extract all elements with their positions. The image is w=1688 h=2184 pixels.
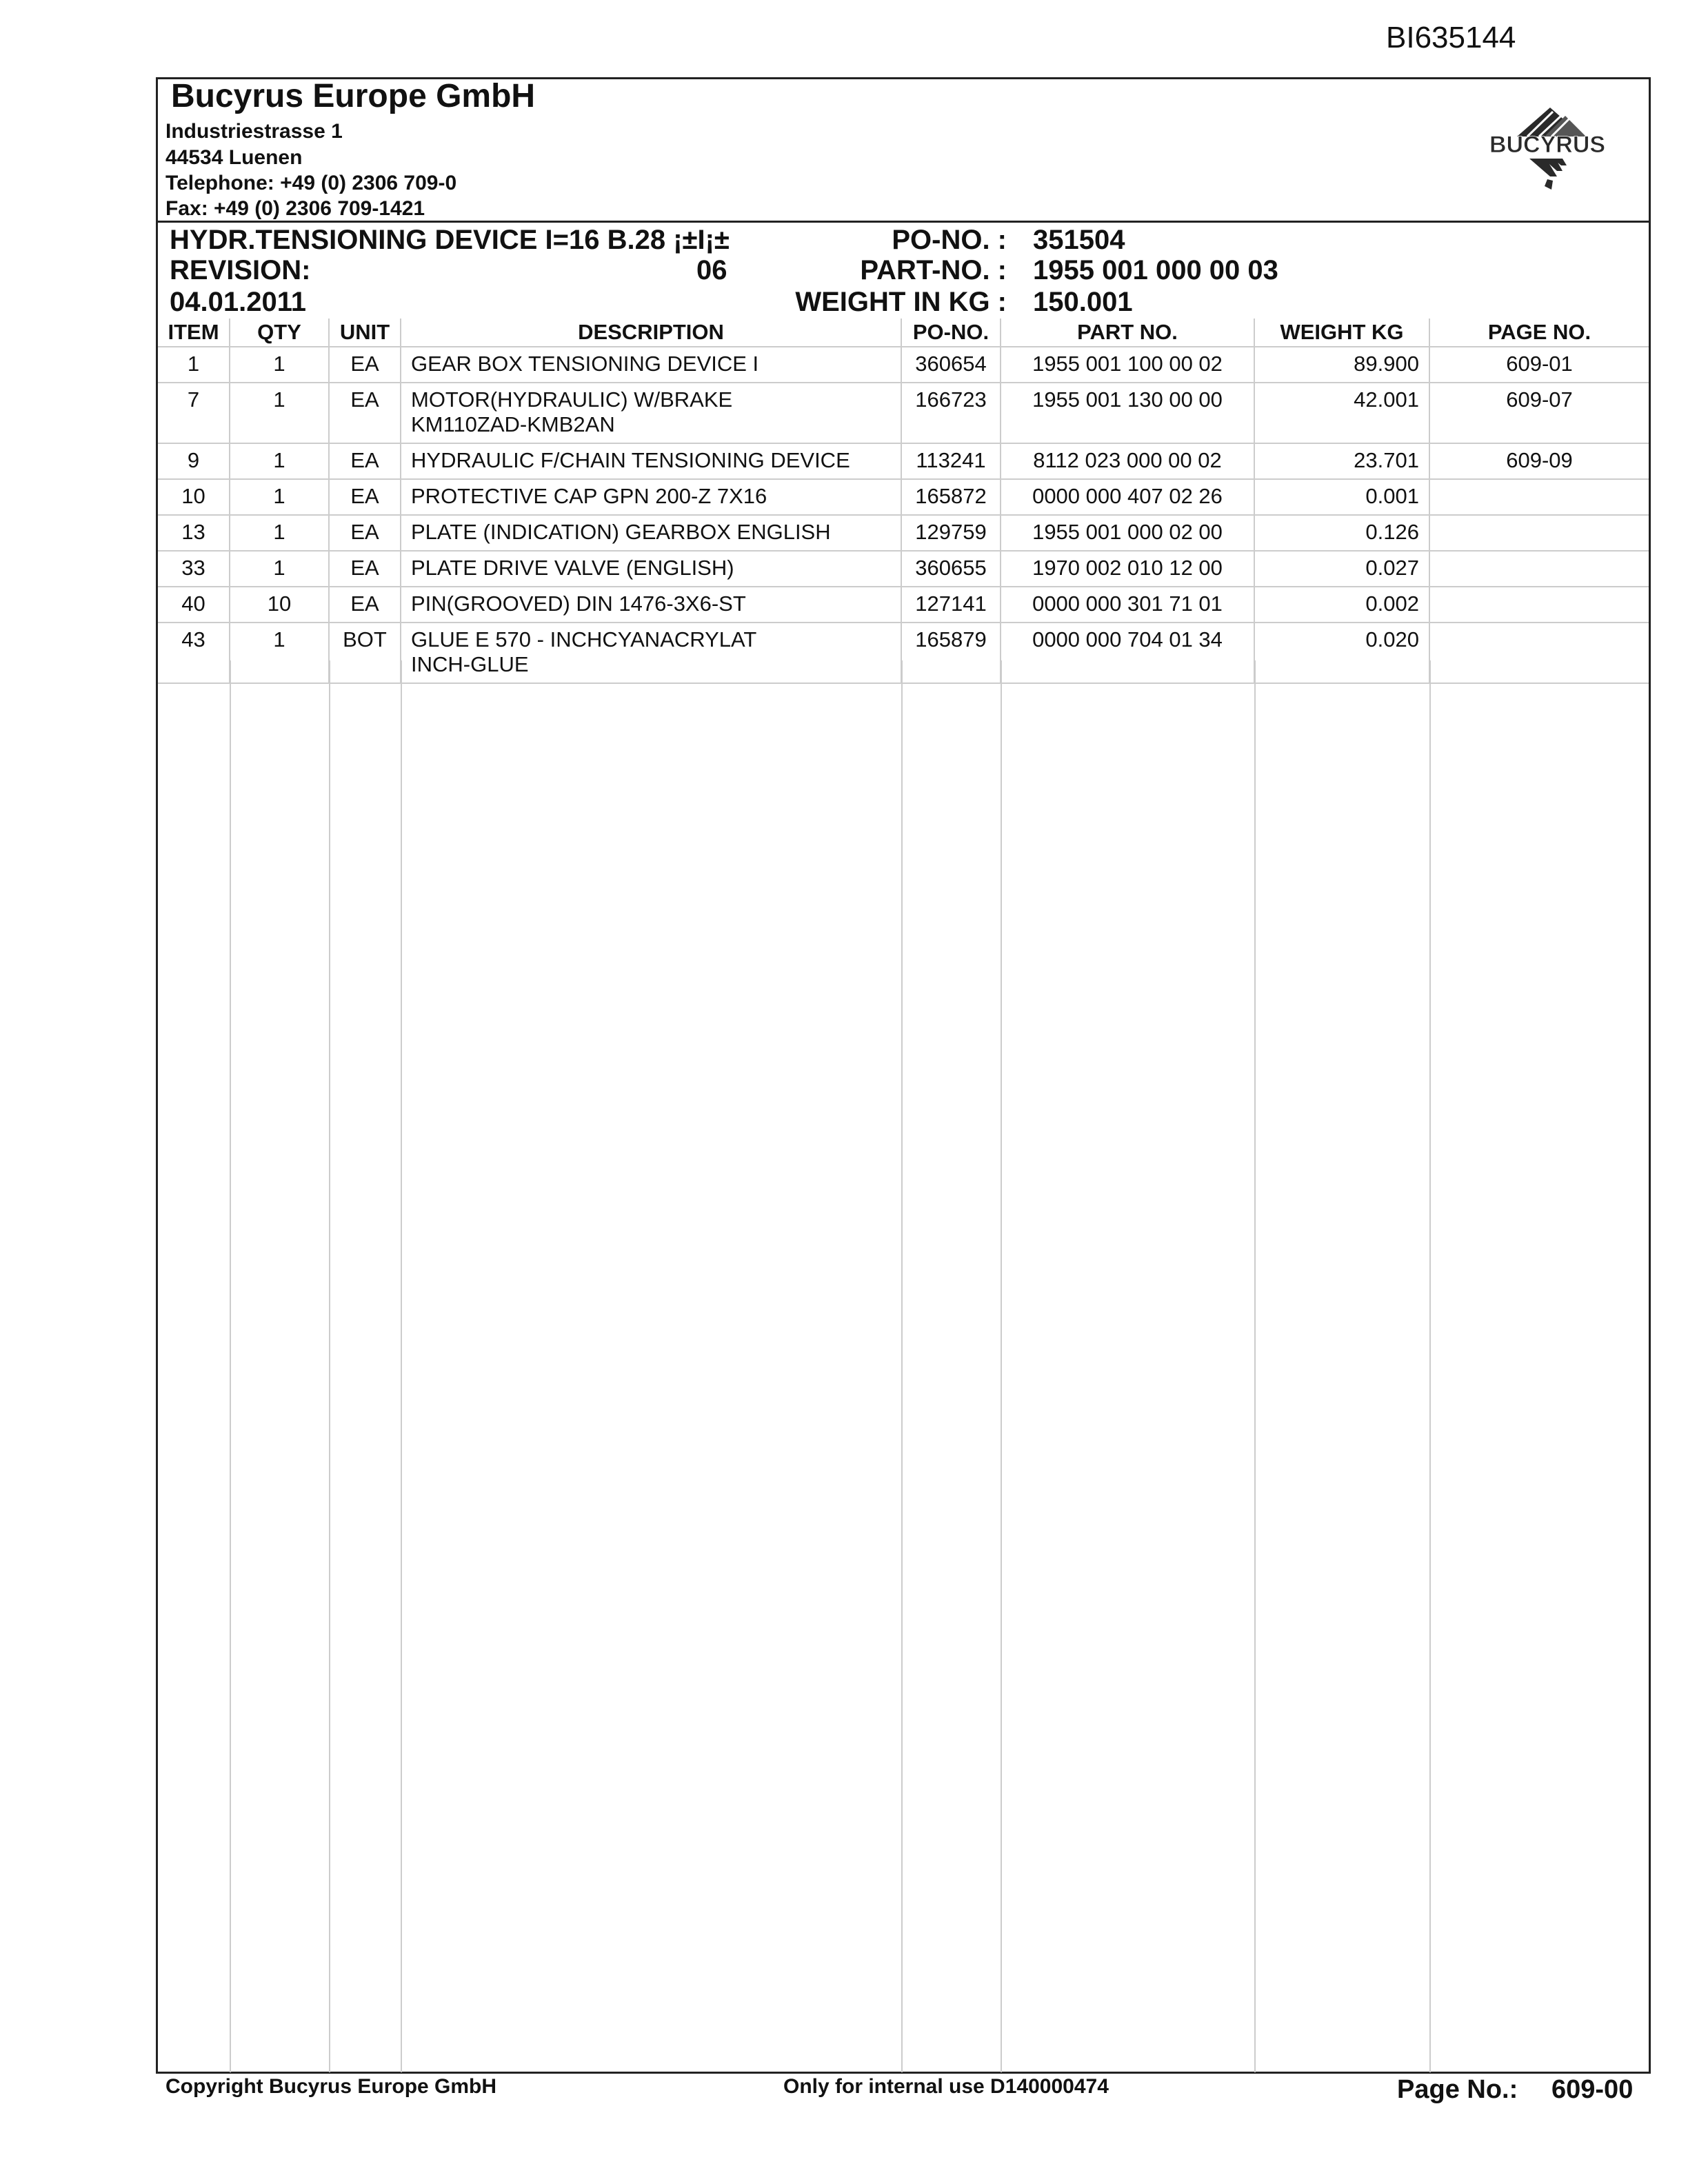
cell-unit: EA <box>329 515 401 551</box>
cell-page <box>1429 587 1649 623</box>
cell-page: 609-07 <box>1429 383 1649 443</box>
cell-unit: EA <box>329 443 401 479</box>
header-divider <box>156 221 1651 223</box>
cell-item: 1 <box>158 347 230 383</box>
document-id: BI635144 <box>1386 21 1516 54</box>
cell-part: 0000 000 301 71 01 <box>1001 587 1254 623</box>
company-telephone: Telephone: +49 (0) 2306 709-0 <box>165 172 457 194</box>
cell-part: 1955 001 100 00 02 <box>1001 347 1254 383</box>
cell-po: 129759 <box>901 515 1001 551</box>
cell-item: 10 <box>158 479 230 515</box>
cell-weight: 0.027 <box>1254 551 1429 587</box>
cell-po: 360654 <box>901 347 1001 383</box>
cell-qty: 1 <box>230 479 329 515</box>
parts-table <box>158 318 1649 684</box>
cell-page <box>1429 551 1649 587</box>
table-row <box>158 479 1649 515</box>
cell-po: 360655 <box>901 551 1001 587</box>
company-street: Industriestrasse 1 <box>165 120 343 143</box>
cell-po: 127141 <box>901 587 1001 623</box>
cell-description: PIN(GROOVED) DIN 1476-3X6-ST <box>401 587 901 623</box>
po-value: 351504 <box>1033 225 1125 255</box>
cell-item: 43 <box>158 623 230 683</box>
cell-weight: 0.020 <box>1254 623 1429 683</box>
col-header-description: DESCRIPTION <box>401 318 901 347</box>
revision-value: 06 <box>696 255 727 285</box>
cell-unit: EA <box>329 383 401 443</box>
cell-weight: 42.001 <box>1254 383 1429 443</box>
cell-qty: 1 <box>230 347 329 383</box>
col-header-weight: WEIGHT KG <box>1254 318 1429 347</box>
cell-description: PLATE DRIVE VALVE (ENGLISH) <box>401 551 901 587</box>
cell-part: 8112 023 000 00 02 <box>1001 443 1254 479</box>
cell-description: PLATE (INDICATION) GEARBOX ENGLISH <box>401 515 901 551</box>
cell-part: 1955 001 130 00 00 <box>1001 383 1254 443</box>
cell-weight: 89.900 <box>1254 347 1429 383</box>
table-row <box>158 623 1649 683</box>
cell-description: GLUE E 570 - INCHCYANACRYLAT INCH-GLUE <box>401 623 901 683</box>
table-row <box>158 347 1649 383</box>
cell-item: 9 <box>158 443 230 479</box>
table-header-row <box>158 318 1649 347</box>
cell-part: 0000 000 407 02 26 <box>1001 479 1254 515</box>
footer-page-number: 609-00 <box>1551 2075 1634 2104</box>
cell-qty: 1 <box>230 551 329 587</box>
company-city: 44534 Luenen <box>165 146 303 169</box>
cell-page <box>1429 623 1649 683</box>
assembly-title: HYDR.TENSIONING DEVICE I=16 B.28 ¡±I¡± <box>170 225 730 255</box>
cell-description: MOTOR(HYDRAULIC) W/BRAKE KM110ZAD-KMB2AN <box>401 383 901 443</box>
col-header-unit: UNIT <box>329 318 401 347</box>
cell-qty: 1 <box>230 515 329 551</box>
table-row <box>158 515 1649 551</box>
table-row <box>158 587 1649 623</box>
col-header-part: PART NO. <box>1001 318 1254 347</box>
cell-item: 33 <box>158 551 230 587</box>
cell-description: HYDRAULIC F/CHAIN TENSIONING DEVICE <box>401 443 901 479</box>
part-label: PART-NO. : <box>860 255 1007 285</box>
cell-description: GEAR BOX TENSIONING DEVICE I <box>401 347 901 383</box>
cell-unit: EA <box>329 347 401 383</box>
cell-po: 113241 <box>901 443 1001 479</box>
cell-weight: 0.002 <box>1254 587 1429 623</box>
cell-item: 7 <box>158 383 230 443</box>
table-row <box>158 443 1649 479</box>
footer-page-label: Page No.: <box>1397 2075 1518 2104</box>
cell-po: 165879 <box>901 623 1001 683</box>
cell-part: 1955 001 000 02 00 <box>1001 515 1254 551</box>
cell-weight: 0.001 <box>1254 479 1429 515</box>
revision-label: REVISION: <box>170 255 311 285</box>
cell-weight: 23.701 <box>1254 443 1429 479</box>
cell-page: 609-09 <box>1429 443 1649 479</box>
cell-unit: EA <box>329 551 401 587</box>
cell-unit: BOT <box>329 623 401 683</box>
cell-qty: 1 <box>230 383 329 443</box>
footer-internal-use: Only for internal use D140000474 <box>783 2075 1109 2098</box>
column-divider <box>230 660 231 2072</box>
cell-weight: 0.126 <box>1254 515 1429 551</box>
table-row <box>158 383 1649 443</box>
cell-part: 0000 000 704 01 34 <box>1001 623 1254 683</box>
column-divider <box>1254 660 1256 2072</box>
cell-unit: EA <box>329 479 401 515</box>
part-value: 1955 001 000 00 03 <box>1033 255 1278 285</box>
column-divider <box>1001 660 1002 2072</box>
cell-page <box>1429 479 1649 515</box>
company-name: Bucyrus Europe GmbH <box>171 78 536 114</box>
cell-qty: 1 <box>230 443 329 479</box>
column-divider <box>1429 660 1431 2072</box>
cell-qty: 1 <box>230 623 329 683</box>
po-label: PO-NO. : <box>892 225 1007 255</box>
col-header-page: PAGE NO. <box>1429 318 1649 347</box>
cell-po: 166723 <box>901 383 1001 443</box>
cell-qty: 10 <box>230 587 329 623</box>
cell-po: 165872 <box>901 479 1001 515</box>
document-date: 04.01.2011 <box>170 287 306 317</box>
bucyrus-logo <box>1476 103 1620 196</box>
footer-copyright: Copyright Bucyrus Europe GmbH <box>165 2075 497 2098</box>
cell-page: 609-01 <box>1429 347 1649 383</box>
cell-page <box>1429 515 1649 551</box>
column-divider <box>329 660 330 2072</box>
weight-value: 150.001 <box>1033 287 1133 317</box>
column-divider <box>401 660 402 2072</box>
cell-unit: EA <box>329 587 401 623</box>
col-header-item: ITEM <box>158 318 230 347</box>
company-fax: Fax: +49 (0) 2306 709-1421 <box>165 197 425 220</box>
column-divider <box>901 660 903 2072</box>
cell-item: 40 <box>158 587 230 623</box>
cell-item: 13 <box>158 515 230 551</box>
weight-label: WEIGHT IN KG : <box>795 287 1007 317</box>
cell-part: 1970 002 010 12 00 <box>1001 551 1254 587</box>
col-header-po: PO-NO. <box>901 318 1001 347</box>
table-row <box>158 551 1649 587</box>
logo-text: BUCYRUS <box>1489 132 1606 158</box>
cell-description: PROTECTIVE CAP GPN 200-Z 7X16 <box>401 479 901 515</box>
col-header-qty: QTY <box>230 318 329 347</box>
